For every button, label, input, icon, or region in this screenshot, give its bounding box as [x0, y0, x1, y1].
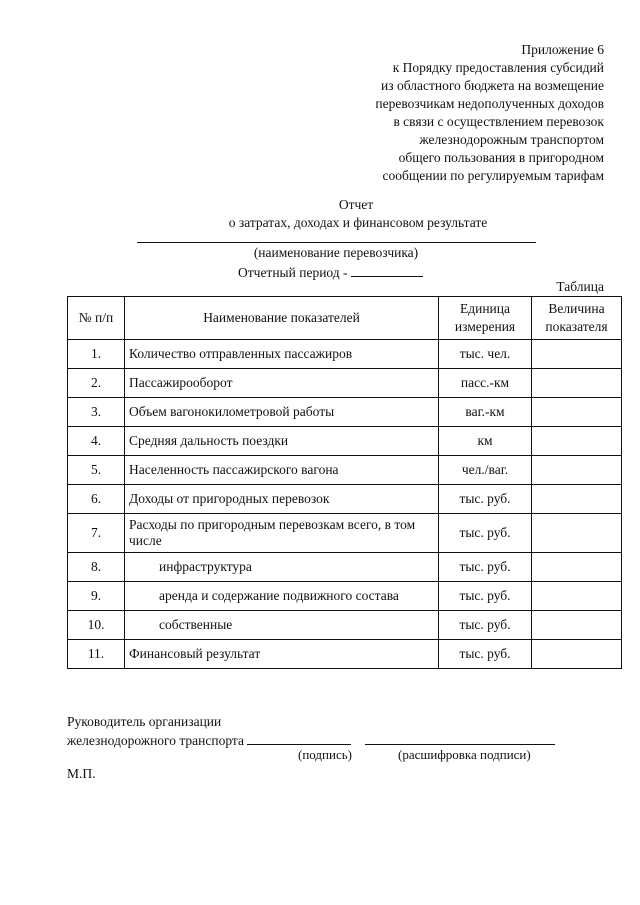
row-unit: чел./ваг. [439, 456, 532, 485]
row-unit: тыс. руб. [439, 485, 532, 514]
header-name: Наименование показателей [125, 297, 439, 340]
row-name: Средняя дальность поездки [125, 427, 439, 456]
table-row [68, 640, 622, 669]
appendix-line: сообщении по регулируемым тарифам [382, 168, 604, 183]
appendix-header [244, 41, 604, 185]
carrier-caption: (наименование перевозчика) [253, 245, 419, 260]
row-value [532, 611, 622, 640]
appendix-line: в связи с осуществлением перевозок [393, 114, 604, 129]
row-name-cell [125, 582, 439, 611]
row-name: собственные [159, 617, 233, 632]
row-value [532, 640, 622, 669]
appendix-line: к Порядку предоставления субсидий [392, 60, 604, 75]
signature-line-1: Руководитель организации [67, 714, 222, 729]
table-row [68, 369, 622, 398]
table-row [68, 427, 622, 456]
header-value: Величина показателя [532, 297, 622, 340]
report-table [67, 296, 622, 669]
row-value [532, 369, 622, 398]
signature-blank [247, 731, 351, 745]
appendix-line: общего пользования в пригородном [398, 150, 604, 165]
row-unit: пасс.-км [439, 369, 532, 398]
row-unit: км [439, 427, 532, 456]
signature-line-2-text: железнодорожного транспорта [67, 733, 248, 748]
row-unit: тыс. руб. [439, 514, 532, 553]
row-name: Пассажирооборот [125, 369, 439, 398]
table-header-row [68, 297, 622, 340]
row-value [532, 456, 622, 485]
period-label: Отчетный период - [238, 265, 351, 280]
row-value [532, 553, 622, 582]
row-num: 4. [68, 427, 125, 456]
appendix-line: Приложение 6 [521, 42, 604, 57]
row-value [532, 485, 622, 514]
row-num: 9. [68, 582, 125, 611]
row-num: 6. [68, 485, 125, 514]
row-num: 1. [68, 340, 125, 369]
row-name-cell [125, 611, 439, 640]
signature-block [67, 712, 555, 750]
row-unit: ваг.-км [439, 398, 532, 427]
row-unit: тыс. руб. [439, 640, 532, 669]
row-num: 2. [68, 369, 125, 398]
header-num: № п/п [68, 297, 125, 340]
row-name: инфраструктура [159, 559, 252, 574]
table-row [68, 611, 622, 640]
report-subtitle: о затратах, доходах и финансовом результате [228, 215, 488, 230]
appendix-line: из областного бюджета на возмещение [381, 78, 604, 93]
row-num: 10. [68, 611, 125, 640]
report-title-block [0, 196, 640, 232]
signature-decoding-blank [365, 731, 555, 745]
row-name: Населенность пассажирского вагона [125, 456, 439, 485]
row-value [532, 398, 622, 427]
table-row [68, 398, 622, 427]
row-name: Доходы от пригородных перевозок [125, 485, 439, 514]
table-label: Таблица [556, 279, 604, 294]
row-num: 5. [68, 456, 125, 485]
row-unit: тыс. чел. [439, 340, 532, 369]
reporting-period [238, 262, 423, 281]
seal-placeholder: М.П. [67, 766, 96, 781]
period-blank [351, 262, 423, 277]
row-unit: тыс. руб. [439, 553, 532, 582]
signature-caption: (подпись) [298, 747, 352, 762]
table-row [68, 514, 622, 553]
row-name: Количество отправленных пассажиров [125, 340, 439, 369]
row-unit: тыс. руб. [439, 582, 532, 611]
table-row [68, 456, 622, 485]
row-value [532, 427, 622, 456]
appendix-line: железнодорожным транспортом [419, 132, 604, 147]
header-unit: Единица измерения [439, 297, 532, 340]
row-name: Расходы по пригородным перевозкам всего, в том числе [125, 514, 439, 553]
table-row [68, 340, 622, 369]
carrier-name-line [137, 242, 536, 243]
row-name: Объем вагонокилометровой работы [125, 398, 439, 427]
row-num: 11. [68, 640, 125, 669]
report-title: Отчет [338, 197, 374, 212]
decoding-caption: (расшифровка подписи) [398, 747, 531, 762]
row-num: 8. [68, 553, 125, 582]
row-value [532, 582, 622, 611]
row-name-cell [125, 553, 439, 582]
row-name: аренда и содержание подвижного состава [159, 588, 399, 603]
row-value [532, 514, 622, 553]
row-name: Финансовый результат [125, 640, 439, 669]
table-row [68, 582, 622, 611]
table-row [68, 553, 622, 582]
table-row [68, 485, 622, 514]
row-value [532, 340, 622, 369]
appendix-line: перевозчикам недополученных доходов [375, 96, 604, 111]
row-unit: тыс. руб. [439, 611, 532, 640]
row-num: 7. [68, 514, 125, 553]
row-num: 3. [68, 398, 125, 427]
